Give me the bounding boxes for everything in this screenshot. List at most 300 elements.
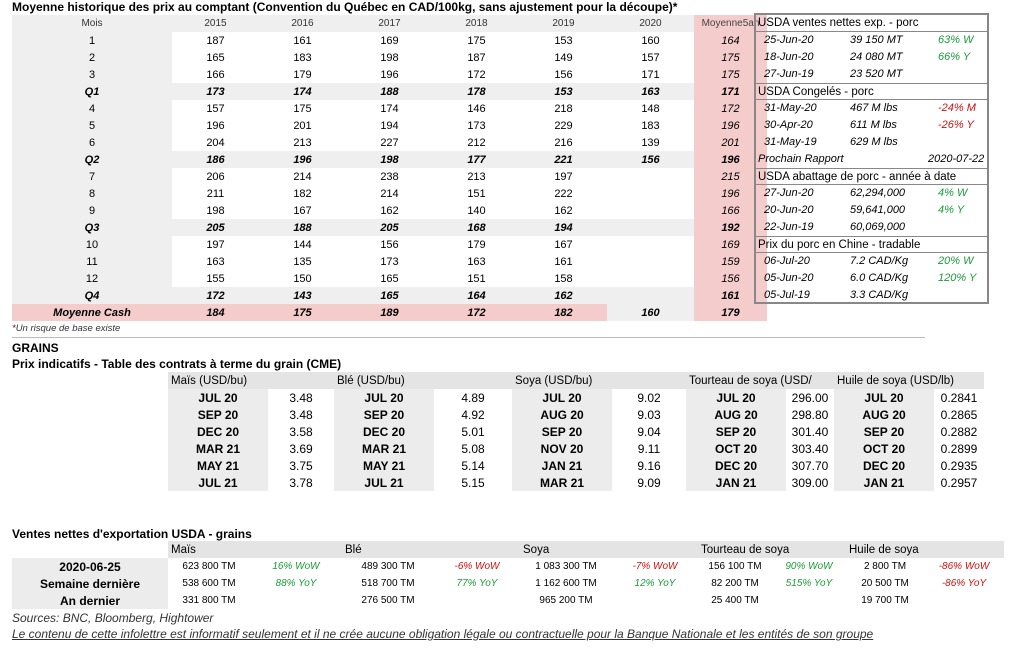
table-cell: 165 bbox=[206, 51, 225, 64]
table-row bbox=[168, 389, 984, 406]
row-label: 3 bbox=[12, 66, 172, 83]
table-cell: 197 bbox=[554, 170, 573, 183]
five-year-average: 156 bbox=[694, 270, 767, 287]
usda-change: 4% Y bbox=[938, 204, 965, 216]
export-volume: 623 800 TM bbox=[182, 561, 236, 572]
export-change bbox=[250, 592, 342, 609]
export-volume: 489 300 TM bbox=[361, 561, 415, 572]
contract-month: MAR 21 bbox=[334, 440, 434, 457]
contract-price: 4.92 bbox=[461, 407, 485, 422]
table-cell: 174 bbox=[259, 83, 346, 100]
usda-row bbox=[756, 66, 987, 83]
export-volume: 1 162 600 TM bbox=[535, 578, 597, 589]
export-volume: 82 200 TM bbox=[711, 578, 759, 589]
usda-row bbox=[756, 202, 987, 219]
table-cell: 213 bbox=[293, 136, 312, 149]
table-cell: 179 bbox=[467, 238, 486, 251]
row-label: 12 bbox=[12, 270, 172, 287]
table-row bbox=[168, 457, 984, 474]
usda-date: 18-Jun-20 bbox=[764, 51, 814, 63]
contract-price: 296.00 bbox=[791, 390, 829, 405]
five-year-average: 169 bbox=[694, 236, 767, 253]
usda-date: 20-Jun-20 bbox=[764, 204, 814, 216]
contract-month: DEC 20 bbox=[334, 423, 434, 440]
row-label: 5 bbox=[12, 117, 172, 134]
table-cell: 163 bbox=[467, 255, 486, 268]
usda-date: 25-Jun-20 bbox=[764, 34, 814, 46]
table-cell: 165 bbox=[346, 287, 433, 304]
contract-month: JUL 20 bbox=[334, 389, 434, 406]
usda-row bbox=[756, 151, 987, 168]
usda-value: 23 520 MT bbox=[850, 68, 903, 80]
export-volume: 538 600 TM bbox=[182, 578, 236, 589]
export-volume: 2 800 TM bbox=[863, 561, 907, 572]
usda-row bbox=[756, 185, 987, 202]
table-row bbox=[12, 100, 767, 117]
group-header: Maïs bbox=[168, 541, 342, 558]
usda-date: 30-Apr-20 bbox=[764, 119, 813, 131]
export-change bbox=[772, 592, 846, 609]
usda-date: Prochain Rapport bbox=[758, 153, 844, 165]
table-cell: 213 bbox=[467, 170, 486, 183]
table-cell: 156 bbox=[554, 68, 573, 81]
row-label: 7 bbox=[12, 168, 172, 185]
table-cell: 198 bbox=[380, 51, 399, 64]
table-cell: 188 bbox=[346, 83, 433, 100]
table-row bbox=[12, 287, 767, 304]
table-row bbox=[168, 474, 984, 491]
table-cell: 168 bbox=[433, 219, 520, 236]
usda-row bbox=[756, 134, 987, 151]
contract-month: JUL 20 bbox=[512, 389, 612, 406]
table-cell: 149 bbox=[554, 51, 573, 64]
export-change: 90% WoW bbox=[785, 561, 833, 572]
usda-pork-panel bbox=[754, 13, 989, 304]
table-cell: 153 bbox=[554, 34, 573, 47]
usda-value: 611 M lbs bbox=[850, 119, 897, 131]
header-row bbox=[12, 15, 767, 32]
table-cell: 157 bbox=[641, 51, 660, 64]
row-label: 6 bbox=[12, 134, 172, 151]
exports-group-header bbox=[12, 541, 1004, 558]
table-row bbox=[168, 423, 984, 440]
contract-price: 0.2957 bbox=[940, 475, 978, 490]
contract-price: 298.80 bbox=[791, 407, 829, 422]
usda-value: 629 M lbs bbox=[850, 136, 898, 148]
table-cell: 175 bbox=[259, 304, 346, 321]
five-year-average: 166 bbox=[694, 202, 767, 219]
usda-value: 24 080 MT bbox=[850, 51, 903, 63]
table-cell: 221 bbox=[520, 151, 607, 168]
column-header: Mois bbox=[12, 15, 172, 32]
export-volume: 1 083 300 TM bbox=[535, 561, 597, 572]
contract-price: 307.70 bbox=[791, 458, 829, 473]
table-cell: 167 bbox=[293, 204, 312, 217]
contract-month: AUG 20 bbox=[686, 406, 786, 423]
table-cell bbox=[607, 219, 694, 236]
usda-value: 3.3 CAD/Kg bbox=[850, 289, 909, 301]
futures-heading: Prix indicatifs - Table des contrats à terme du grain (CME) bbox=[12, 357, 342, 371]
table-cell: 187 bbox=[467, 51, 486, 64]
group-header: Huile de soya bbox=[846, 541, 1004, 558]
table-row bbox=[12, 151, 767, 168]
contract-price: 3.75 bbox=[289, 458, 313, 473]
usda-date: 05-Jul-19 bbox=[764, 289, 810, 301]
futures-table bbox=[168, 372, 984, 491]
table-cell: 205 bbox=[172, 219, 259, 236]
table-cell: 146 bbox=[467, 102, 486, 115]
row-label: Semaine dernière bbox=[12, 575, 168, 592]
contract-month: SEP 20 bbox=[168, 406, 268, 423]
usda-row bbox=[756, 219, 987, 236]
table-cell: 177 bbox=[433, 151, 520, 168]
table-row bbox=[168, 406, 984, 423]
export-change: 77% YoY bbox=[456, 578, 498, 589]
export-volume: 331 800 TM bbox=[182, 595, 236, 606]
table-cell: 135 bbox=[293, 255, 312, 268]
contract-month: MAR 21 bbox=[168, 440, 268, 457]
table-cell: 182 bbox=[520, 304, 607, 321]
table-cell: 167 bbox=[554, 238, 573, 251]
basis-risk-note: *Un risque de base existe bbox=[12, 323, 121, 334]
export-change: 515% YoY bbox=[785, 578, 833, 589]
row-label: 2020-06-25 bbox=[12, 558, 168, 575]
usda-value: 39 150 MT bbox=[850, 34, 903, 46]
table-cell: 162 bbox=[380, 204, 399, 217]
five-year-average: 161 bbox=[694, 287, 767, 304]
contract-month: OCT 20 bbox=[686, 440, 786, 457]
contract-price: 0.2882 bbox=[940, 424, 978, 439]
futures-group-header bbox=[168, 372, 984, 389]
contract-month: DEC 20 bbox=[834, 457, 934, 474]
table-cell: 165 bbox=[380, 272, 399, 285]
usda-change: 63% W bbox=[938, 34, 974, 46]
contract-price: 301.40 bbox=[791, 424, 829, 439]
contract-price: 0.2935 bbox=[940, 458, 978, 473]
table-cell: 212 bbox=[467, 136, 486, 149]
table-row bbox=[12, 117, 767, 134]
contract-month: MAY 21 bbox=[334, 457, 434, 474]
table-cell: 140 bbox=[467, 204, 486, 217]
export-change: 16% WoW bbox=[272, 561, 320, 572]
table-cell: 174 bbox=[380, 102, 399, 115]
table-cell: 172 bbox=[433, 304, 520, 321]
five-year-average: 215 bbox=[694, 168, 767, 185]
five-year-average: 164 bbox=[694, 32, 767, 49]
export-volume: 25 400 TM bbox=[711, 595, 759, 606]
five-year-average: 175 bbox=[694, 49, 767, 66]
usda-date: 05-Jun-20 bbox=[764, 272, 814, 284]
column-header: 2019 bbox=[520, 15, 607, 32]
usda-change: 2020-07-22 bbox=[928, 153, 985, 165]
contract-month: OCT 20 bbox=[834, 440, 934, 457]
usda-section-title: USDA ventes nettes exp. - porc bbox=[756, 15, 987, 32]
usda-section-title: USDA abattage de porc - année à date bbox=[756, 168, 987, 185]
table-cell: 182 bbox=[293, 187, 312, 200]
contract-month: SEP 20 bbox=[512, 423, 612, 440]
contract-month: JUL 20 bbox=[686, 389, 786, 406]
table-cell: 148 bbox=[641, 102, 660, 115]
table-cell: 175 bbox=[293, 102, 312, 115]
column-header: 2015 bbox=[172, 15, 259, 32]
contract-price: 303.40 bbox=[791, 441, 829, 456]
table-cell: 214 bbox=[293, 170, 312, 183]
table-cell: 151 bbox=[467, 272, 486, 285]
contract-price: 9.16 bbox=[637, 458, 661, 473]
usda-value: 62,294,000 bbox=[850, 187, 906, 199]
column-header: 2017 bbox=[346, 15, 433, 32]
table-cell: 150 bbox=[293, 272, 312, 285]
group-header: Blé (USD/bu) bbox=[334, 372, 512, 389]
contract-price: 9.04 bbox=[637, 424, 661, 439]
export-volume: 965 200 TM bbox=[539, 595, 593, 606]
table-cell: 189 bbox=[346, 304, 433, 321]
table-cell: 157 bbox=[206, 102, 225, 115]
export-change: -86% YoY bbox=[941, 578, 987, 589]
column-header: 2018 bbox=[433, 15, 520, 32]
row-label: 2 bbox=[12, 49, 172, 66]
table-cell: 175 bbox=[467, 34, 486, 47]
row-label: 4 bbox=[12, 100, 172, 117]
table-cell: 196 bbox=[380, 68, 399, 81]
contract-price: 0.2841 bbox=[940, 390, 978, 405]
table-cell: 158 bbox=[554, 272, 573, 285]
contract-month: NOV 20 bbox=[512, 440, 612, 457]
usda-row bbox=[756, 100, 987, 117]
export-change: 12% YoY bbox=[634, 578, 676, 589]
table-cell: 178 bbox=[433, 83, 520, 100]
export-volume: 20 500 TM bbox=[861, 578, 909, 589]
group-header: Soya (USD/bu) bbox=[512, 372, 686, 389]
usda-change: 4% W bbox=[938, 187, 968, 199]
table-row bbox=[12, 270, 767, 287]
contract-price: 0.2899 bbox=[940, 441, 978, 456]
contract-month: AUG 20 bbox=[512, 406, 612, 423]
disclaimer-text: Le contenu de cette infolettre est informatif seulement et il ne crée aucune obligation légale ou contractuelle pour la Banque Nationale et les entités de son groupe bbox=[12, 627, 874, 641]
table-cell: 172 bbox=[172, 287, 259, 304]
contract-price: 3.78 bbox=[289, 475, 313, 490]
table-cell: 172 bbox=[467, 68, 486, 81]
table-cell bbox=[607, 253, 694, 270]
row-label: Q2 bbox=[12, 151, 172, 168]
usda-date: 06-Jul-20 bbox=[764, 255, 810, 267]
row-label: An dernier bbox=[12, 592, 168, 609]
row-label: Q1 bbox=[12, 83, 172, 100]
contract-price: 9.09 bbox=[637, 475, 661, 490]
table-cell: 139 bbox=[641, 136, 660, 149]
table-cell: 211 bbox=[206, 187, 225, 200]
group-header: Huile de soya (USD/lb) bbox=[834, 372, 984, 389]
contract-price: 3.69 bbox=[289, 441, 313, 456]
export-change bbox=[612, 592, 698, 609]
table-cell bbox=[607, 185, 694, 202]
table-cell: 194 bbox=[380, 119, 399, 132]
usda-value: 60,069,000 bbox=[850, 221, 906, 233]
contract-month: JUL 21 bbox=[334, 474, 434, 491]
table-row bbox=[12, 236, 767, 253]
table-row bbox=[12, 32, 767, 49]
table-row bbox=[12, 558, 1004, 575]
five-year-average: 175 bbox=[694, 66, 767, 83]
contract-price: 9.03 bbox=[637, 407, 661, 422]
usda-value: 467 M lbs bbox=[850, 102, 898, 114]
table-cell: 151 bbox=[467, 187, 486, 200]
contract-month: JAN 21 bbox=[686, 474, 786, 491]
usda-change: 20% W bbox=[938, 255, 974, 267]
row-label: Q3 bbox=[12, 219, 172, 236]
table-cell: 153 bbox=[520, 83, 607, 100]
table-cell: 186 bbox=[172, 151, 259, 168]
table-cell: 204 bbox=[206, 136, 225, 149]
usda-change: -26% Y bbox=[938, 119, 974, 131]
table-cell: 163 bbox=[607, 83, 694, 100]
table-cell: 216 bbox=[554, 136, 573, 149]
column-header: 2020 bbox=[607, 15, 694, 32]
contract-price: 309.00 bbox=[791, 475, 829, 490]
table-cell: 198 bbox=[346, 151, 433, 168]
table-cell: 218 bbox=[554, 102, 573, 115]
group-header: Soya bbox=[520, 541, 698, 558]
table-cell: 196 bbox=[259, 151, 346, 168]
column-header: Moyenne5an bbox=[694, 15, 767, 32]
table-cell: 160 bbox=[607, 304, 694, 321]
table-cell bbox=[607, 168, 694, 185]
blank-cell bbox=[12, 541, 168, 558]
usda-row bbox=[756, 49, 987, 66]
row-label: 1 bbox=[12, 32, 172, 49]
contract-month: JAN 21 bbox=[512, 457, 612, 474]
contract-month: JUL 20 bbox=[834, 389, 934, 406]
usda-change: -24% M bbox=[938, 102, 976, 114]
table-row bbox=[12, 304, 767, 321]
usda-date: 31-May-20 bbox=[764, 102, 817, 114]
usda-row bbox=[756, 253, 987, 270]
export-change bbox=[434, 592, 520, 609]
export-change: 88% YoY bbox=[275, 578, 317, 589]
divider bbox=[12, 337, 925, 338]
table-cell: 196 bbox=[206, 119, 225, 132]
row-label: 11 bbox=[12, 253, 172, 270]
contract-month: DEC 20 bbox=[168, 423, 268, 440]
contract-price: 9.11 bbox=[637, 441, 661, 456]
five-year-average: 192 bbox=[694, 219, 767, 236]
usda-change: 66% Y bbox=[938, 51, 971, 63]
table-cell: 205 bbox=[346, 219, 433, 236]
contract-price: 0.2865 bbox=[940, 407, 978, 422]
table-cell bbox=[607, 270, 694, 287]
page-title: Moyenne historique des prix au comptant (Convention du Québec en CAD/100kg, sans ajustement pour la découpe)* bbox=[12, 0, 678, 14]
contract-month: SEP 20 bbox=[834, 423, 934, 440]
table-cell: 169 bbox=[380, 34, 399, 47]
usda-section-title: Prix du porc en Chine - tradable bbox=[756, 236, 987, 253]
contract-month: JAN 21 bbox=[834, 474, 934, 491]
contract-price: 5.01 bbox=[461, 424, 485, 439]
group-header: Tourteau de soya (USD/ bbox=[686, 372, 834, 389]
table-cell bbox=[607, 202, 694, 219]
table-cell: 156 bbox=[380, 238, 399, 251]
table-cell: 198 bbox=[206, 204, 225, 217]
usda-row bbox=[756, 287, 987, 304]
usda-row bbox=[756, 117, 987, 134]
table-row bbox=[12, 592, 1004, 609]
row-label: Moyenne Cash bbox=[12, 304, 172, 321]
contract-price: 3.48 bbox=[289, 390, 313, 405]
export-volume: 156 100 TM bbox=[708, 561, 762, 572]
usda-date: 22-Jun-19 bbox=[764, 221, 814, 233]
table-row bbox=[12, 219, 767, 236]
table-row bbox=[12, 575, 1004, 592]
table-cell: 183 bbox=[641, 119, 660, 132]
five-year-average: 196 bbox=[694, 117, 767, 134]
table-cell: 188 bbox=[259, 219, 346, 236]
contract-month: SEP 20 bbox=[686, 423, 786, 440]
table-cell: 144 bbox=[293, 238, 312, 251]
usda-date: 27-Jun-19 bbox=[764, 68, 814, 80]
table-cell: 197 bbox=[206, 238, 225, 251]
table-row bbox=[12, 134, 767, 151]
table-cell: 184 bbox=[172, 304, 259, 321]
column-header: 2016 bbox=[259, 15, 346, 32]
export-volume: 518 700 TM bbox=[361, 578, 415, 589]
table-cell: 227 bbox=[380, 136, 399, 149]
table-cell: 173 bbox=[380, 255, 399, 268]
exports-heading: Ventes nettes d'exportation USDA - grains bbox=[12, 527, 252, 541]
export-change: -6% WoW bbox=[454, 561, 500, 572]
group-header: Tourteau de soya bbox=[698, 541, 846, 558]
table-cell: 143 bbox=[259, 287, 346, 304]
usda-value: 59,641,000 bbox=[850, 204, 906, 216]
five-year-average: 171 bbox=[694, 83, 767, 100]
table-cell: 166 bbox=[206, 68, 225, 81]
table-cell: 229 bbox=[554, 119, 573, 132]
table-cell: 214 bbox=[380, 187, 399, 200]
export-change: -7% WoW bbox=[632, 561, 678, 572]
row-label: 8 bbox=[12, 185, 172, 202]
table-cell: 173 bbox=[172, 83, 259, 100]
table-cell: 187 bbox=[206, 34, 225, 47]
group-header: Maïs (USD/bu) bbox=[168, 372, 334, 389]
table-cell: 173 bbox=[467, 119, 486, 132]
table-cell: 171 bbox=[641, 68, 660, 81]
export-volume: 19 700 TM bbox=[861, 595, 909, 606]
table-cell: 163 bbox=[206, 255, 225, 268]
usda-value: 6.0 CAD/Kg bbox=[850, 272, 909, 284]
table-cell: 155 bbox=[206, 272, 225, 285]
sources-text: Sources: BNC, Bloomberg, Hightower bbox=[12, 611, 214, 625]
table-cell: 164 bbox=[433, 287, 520, 304]
five-year-average: 179 bbox=[694, 304, 767, 321]
table-cell: 162 bbox=[520, 287, 607, 304]
table-cell: 161 bbox=[554, 255, 573, 268]
table-row bbox=[168, 440, 984, 457]
five-year-average: 172 bbox=[694, 100, 767, 117]
contract-month: MAY 21 bbox=[168, 457, 268, 474]
contract-price: 4.89 bbox=[461, 390, 485, 405]
row-label: Q4 bbox=[12, 287, 172, 304]
usda-date: 31-May-19 bbox=[764, 136, 817, 148]
usda-change: 120% Y bbox=[938, 272, 977, 284]
table-cell: 183 bbox=[293, 51, 312, 64]
table-cell bbox=[607, 287, 694, 304]
table-cell: 206 bbox=[206, 170, 225, 183]
group-header: Blé bbox=[342, 541, 520, 558]
five-year-average: 159 bbox=[694, 253, 767, 270]
historical-price-table bbox=[12, 15, 767, 321]
table-cell: 194 bbox=[520, 219, 607, 236]
table-cell: 161 bbox=[293, 34, 312, 47]
table-cell: 222 bbox=[554, 187, 573, 200]
contract-price: 5.15 bbox=[461, 475, 485, 490]
